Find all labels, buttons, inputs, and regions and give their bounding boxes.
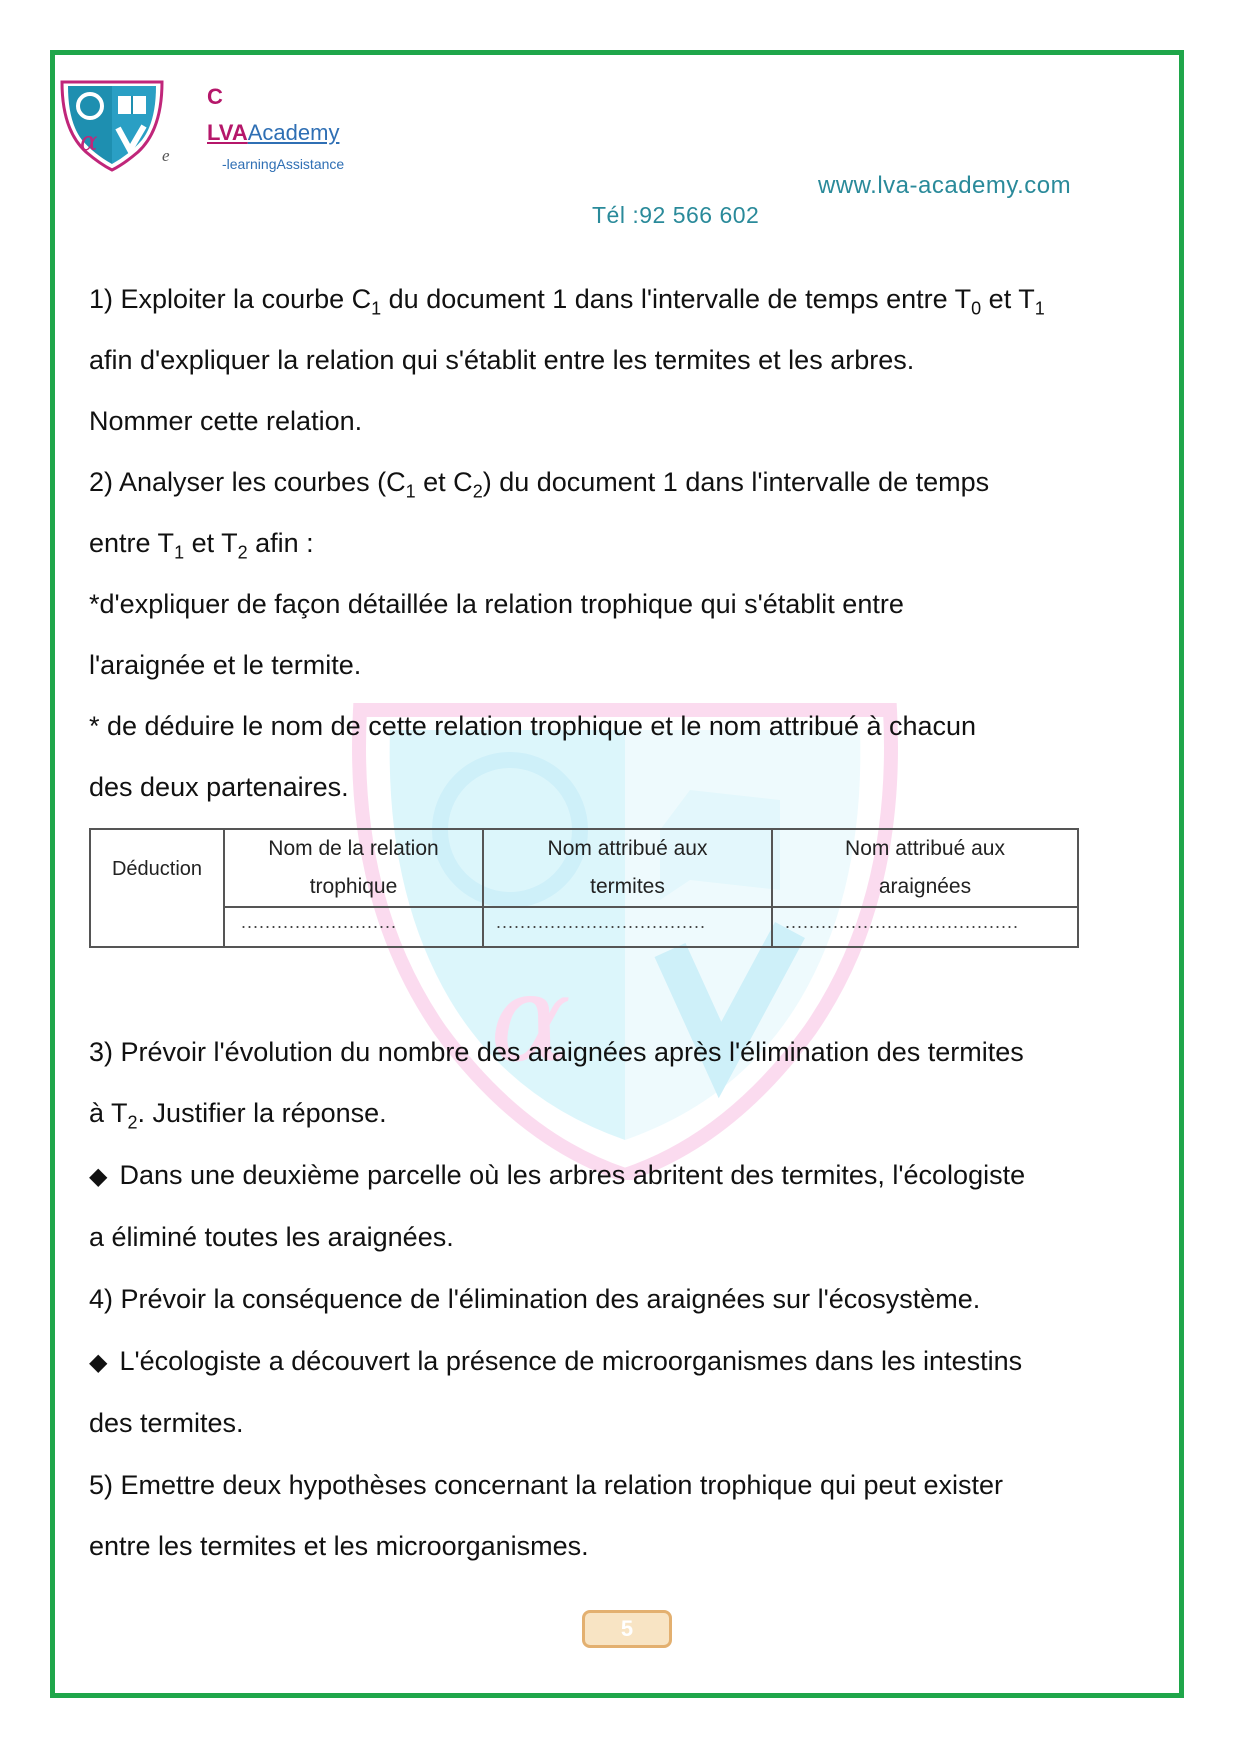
q3-line-2: à $T_2$. Justifier la réponse.	[89, 1098, 387, 1133]
answer-blank-araignees[interactable]: .......................................	[785, 912, 1020, 932]
bullet-2-line-1: ◆ L'écologiste a découvert la présence de microorganismes dans les intestins	[89, 1346, 1023, 1376]
bullet-1-line-1: ◆ Dans une deuxième parcelle où les arbres abritent des termites, l'écologiste	[89, 1160, 1026, 1190]
phone-number: Tél :92 566 602	[592, 202, 760, 228]
q1-line-2: afin d'expliquer la relation qui s'établit entre les termites et les arbres.	[89, 345, 915, 375]
page-number-badge: 5	[582, 1610, 672, 1648]
q5-line-1: 5) Emettre deux hypothèses concernant la relation trophique qui peut exister	[89, 1470, 1004, 1500]
q5-line-2: entre les termites et les microorganismes.	[89, 1531, 589, 1561]
deduction-table	[89, 828, 1079, 948]
brand-name	[207, 120, 339, 146]
answer-blank-relation[interactable]: ..........................	[241, 912, 398, 932]
brand-e-letter: e	[162, 146, 170, 165]
q2-line-1: 2) Analyser les courbes ($C_1$ et $C_2$) du document 1 dans l'intervalle de temps	[89, 467, 990, 502]
q2-line-3: *d'expliquer de façon détaillée la relation trophique qui s'établit entre	[89, 589, 904, 619]
diamond-bullet-icon: ◆	[89, 1349, 108, 1376]
answer-blank-termites[interactable]: ...................................	[496, 912, 707, 932]
website-link[interactable]: www.lva-academy.com	[818, 172, 1072, 199]
brand-subtitle: -learningAssistance	[222, 156, 345, 172]
q2-line-6: des deux partenaires.	[89, 772, 349, 802]
svg-text:α: α	[80, 127, 98, 157]
q2-line-2: entre $T_1$ et $T_2$ afin :	[89, 528, 314, 563]
q1-line-3: Nommer cette relation.	[89, 406, 363, 436]
q2-line-5: * de déduire le nom de cette relation trophique et le nom attribué à chacun	[89, 711, 977, 741]
bullet-2-line-2: des termites.	[89, 1408, 244, 1438]
table-header-araignees: Nom attribué aux araignées	[845, 837, 1005, 898]
academy-logo-icon	[58, 78, 166, 172]
bullet-1-line-2: a éliminé toutes les araignées.	[89, 1222, 454, 1252]
q1-line-1: 1) Exploiter la courbe $C_1$ du document 1 dans l'intervalle de temps entre $T_0$ et $T_1$	[89, 284, 1045, 319]
brand-letter: C	[207, 84, 223, 109]
table-header-relation: Nom de la relation trophique	[268, 837, 439, 898]
diamond-bullet-icon: ◆	[89, 1163, 108, 1190]
table-row-divider	[223, 906, 1079, 908]
q2-line-4: l'araignée et le termite.	[89, 650, 362, 680]
table-row-label: Déduction	[111, 858, 203, 880]
svg-text:α: α	[490, 950, 572, 1089]
brand-lva: LVA	[207, 120, 248, 145]
q4-line: 4) Prévoir la conséquence de l'élimination des araignées sur l'écosystème.	[89, 1284, 981, 1314]
table-header-termites: Nom attribué aux termites	[547, 837, 708, 898]
brand-academy: Academy	[247, 120, 340, 145]
q3-line-1: 3) Prévoir l'évolution du nombre des araignées après l'élimination des termites	[89, 1037, 1024, 1067]
